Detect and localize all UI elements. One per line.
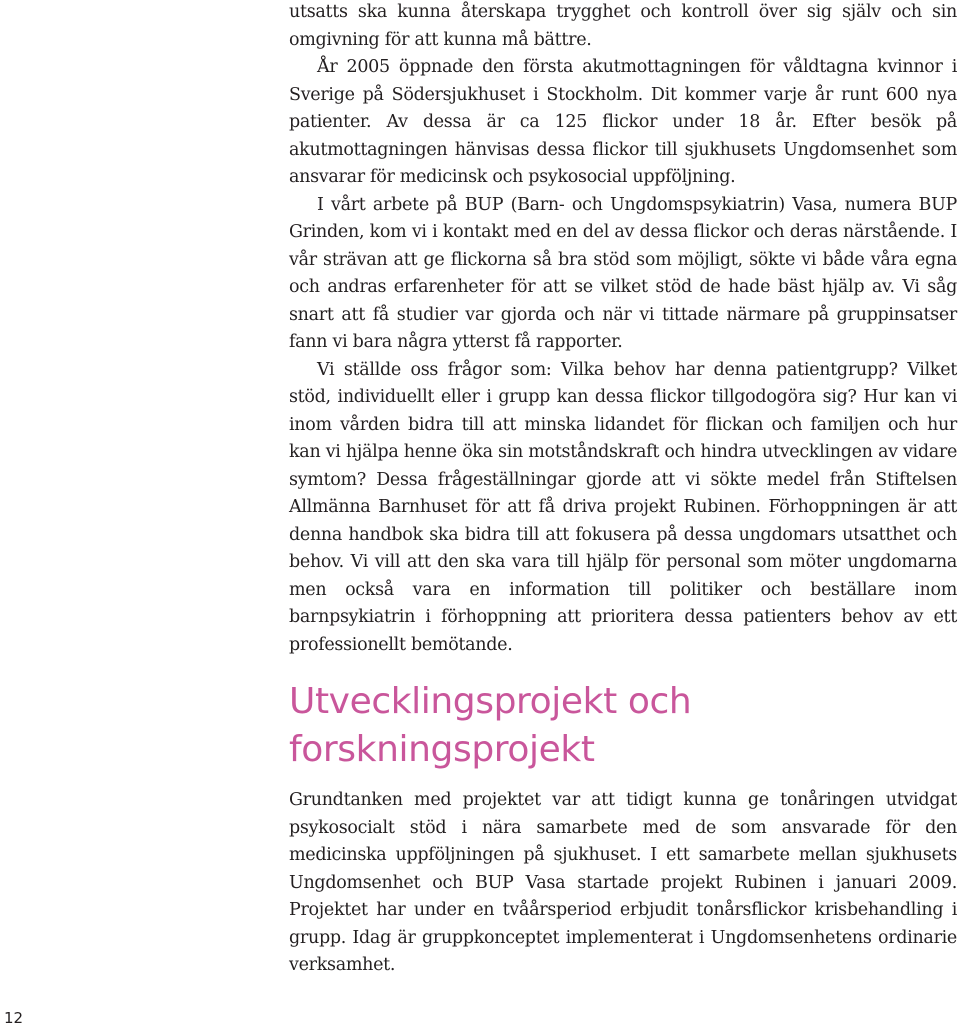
paragraph: I vårt arbete på BUP (Barn- och Ungdomspsykiatrin) Vasa, numera BUP Grinden, kom vi i kontakt med en del av dessa flickor och deras närstående. I vår strävan att ge flickorna så bra stöd som möjligt, sökte vi både våra egna och andras erfarenheter för att se vilket stöd de hade bäst hjälp av. Vi såg snart att få studier var gjorda och när vi tittade närmare på gruppinsatser fann vi bara några ytterst få rapporter. <box>289 194 957 352</box>
paragraph: Grundtanken med projektet var att tidigt kunna ge tonåringen utvidgat psykosocialt stöd i nära samarbete med de som ansvarade för den medicinska uppföljningen på sjukhuset. I ett samarbete mellan sjukhusets Ungdomsenhet och BUP Vasa startade projekt Rubinen i januari 2009. Projektet har under en tvåårsperiod erbjudit tonårsflickor krisbehandling i grupp. Idag är gruppkonceptet implementerat i Ungdomsenhetens ordinarie verksamhet. <box>289 790 957 975</box>
body-text-bottom <box>289 787 957 980</box>
paragraph: Vi ställde oss frågor som: Vilka behov har denna patientgrupp? Vilket stöd, individuellt eller i grupp kan dessa flickor tillgodogöra sig? Hur kan vi inom vården bidra till att minska lidandet för flickan och familjen och hur kan vi hjälpa henne öka sin motståndskraft och hindra utvecklingen av vidare symtom? Dessa frågeställningar gjorde att vi sökte medel från Stiftelsen Allmänna Barnhuset för att få driva projekt Rubinen. Förhoppningen är att denna handbok ska bidra till att fokusera på dessa ungdomars utsatthet och behov. Vi vill att den ska vara till hjälp för personal som möter ungdomarna men också vara en information till politiker och beställare inom barnpsykiatrin i förhoppning att prioritera dessa patienters behov av ett professionellt bemötande. <box>289 359 957 655</box>
section-heading-line-2: forskningsprojekt <box>289 729 595 770</box>
body-text-top <box>289 0 957 659</box>
paragraph: utsatts ska kunna återskapa trygghet och kontroll över sig själv och sin omgivning för att kunna må bättre. <box>289 2 957 50</box>
section-heading <box>289 678 929 774</box>
paragraph: År 2005 öppnade den första akutmottagningen för våldtagna kvinnor i Sverige på Södersjukhuset i Stockholm. Dit kommer varje år runt 600 nya patienter. Av dessa är ca 125 flickor under 18 år. Efter besök på akutmottagningen hänvisas dessa flickor till sjukhusets Ungdomsenhet som ansvarar för medicinsk och psykosocial uppföljning. <box>289 57 957 187</box>
page-number: 12 <box>4 1009 24 1027</box>
section-heading-line-1: Utvecklingsprojekt och <box>289 681 692 722</box>
